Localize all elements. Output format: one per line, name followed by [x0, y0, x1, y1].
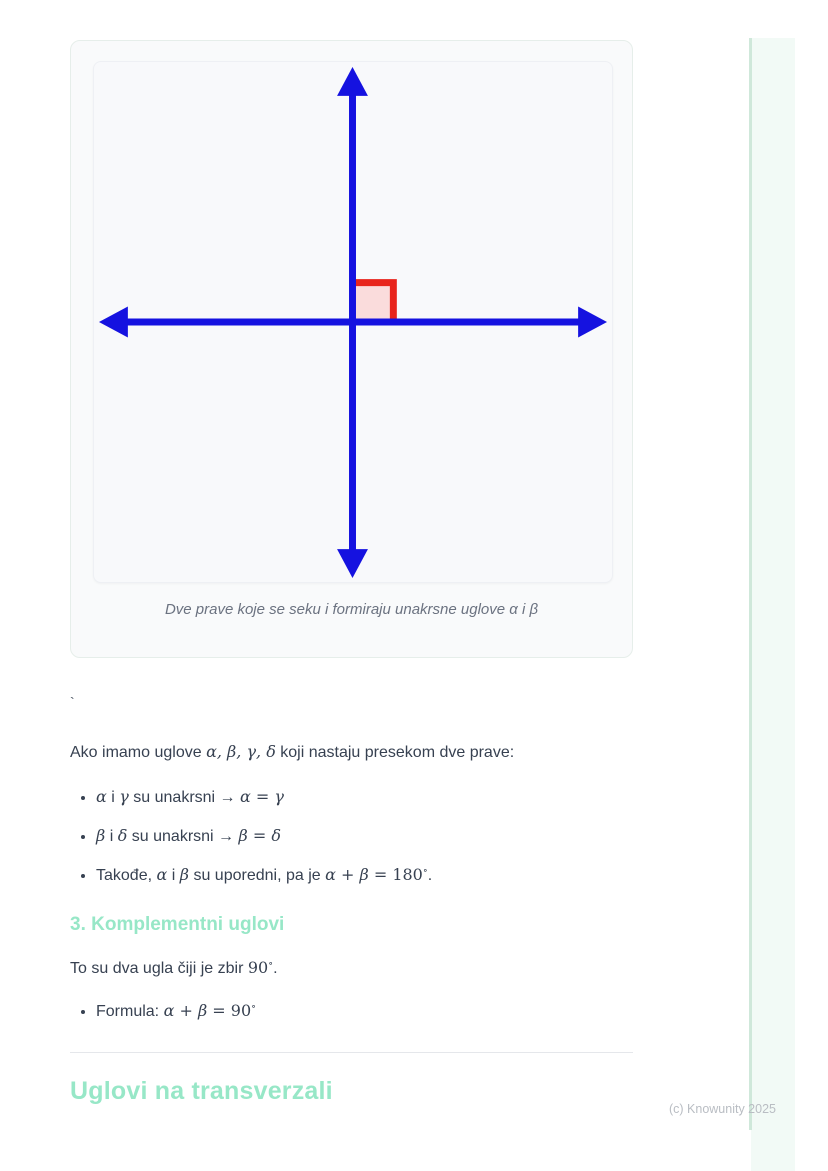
list-item-vertical-angles-2: • β i δ su unakrsni → β = δ [96, 824, 633, 849]
arrowhead-down-icon [337, 549, 368, 578]
intro-paragraph: Ako imamo uglove α, β, γ, δ koji nastaju presekom dve prave: [70, 742, 515, 761]
angle-rules-list [70, 785, 633, 888]
list-item-vertical-angles-1: • α i γ su unakrsni → α = γ [96, 785, 633, 810]
arrowhead-right-icon [578, 307, 607, 338]
copyright-credit: (c) Knowunity 2025 [668, 1102, 776, 1116]
figure-card [70, 40, 633, 658]
section-heading-complementary-angles: 3. Komplementni uglovi [70, 914, 285, 935]
arrowhead-up-icon [337, 67, 368, 96]
side-accent-wash [751, 38, 795, 1171]
formula-list [70, 999, 633, 1024]
list-item-supplementary-angles: • Takođe, α i β su uporedni, pa je α + β = 180∘. [96, 863, 633, 888]
complementary-angles-paragraph: To su dva ugla čiji je zbir 90∘. [70, 958, 278, 977]
list-item-formula: • Formula: α + β = 90∘ [96, 999, 633, 1024]
intersecting-lines-diagram [94, 62, 612, 582]
side-accent-line [749, 38, 752, 1130]
figure-caption: Dve prave koje se seku i formiraju unakrsne uglove α i β [164, 601, 539, 618]
document-page [70, 40, 633, 1106]
figure-panel [93, 61, 613, 583]
page-heading-transversal-angles: Uglovi na transverzali [70, 1077, 333, 1105]
stray-tick-character: ` [70, 694, 75, 710]
section-divider [70, 1052, 633, 1053]
arrowhead-left-icon [99, 307, 128, 338]
